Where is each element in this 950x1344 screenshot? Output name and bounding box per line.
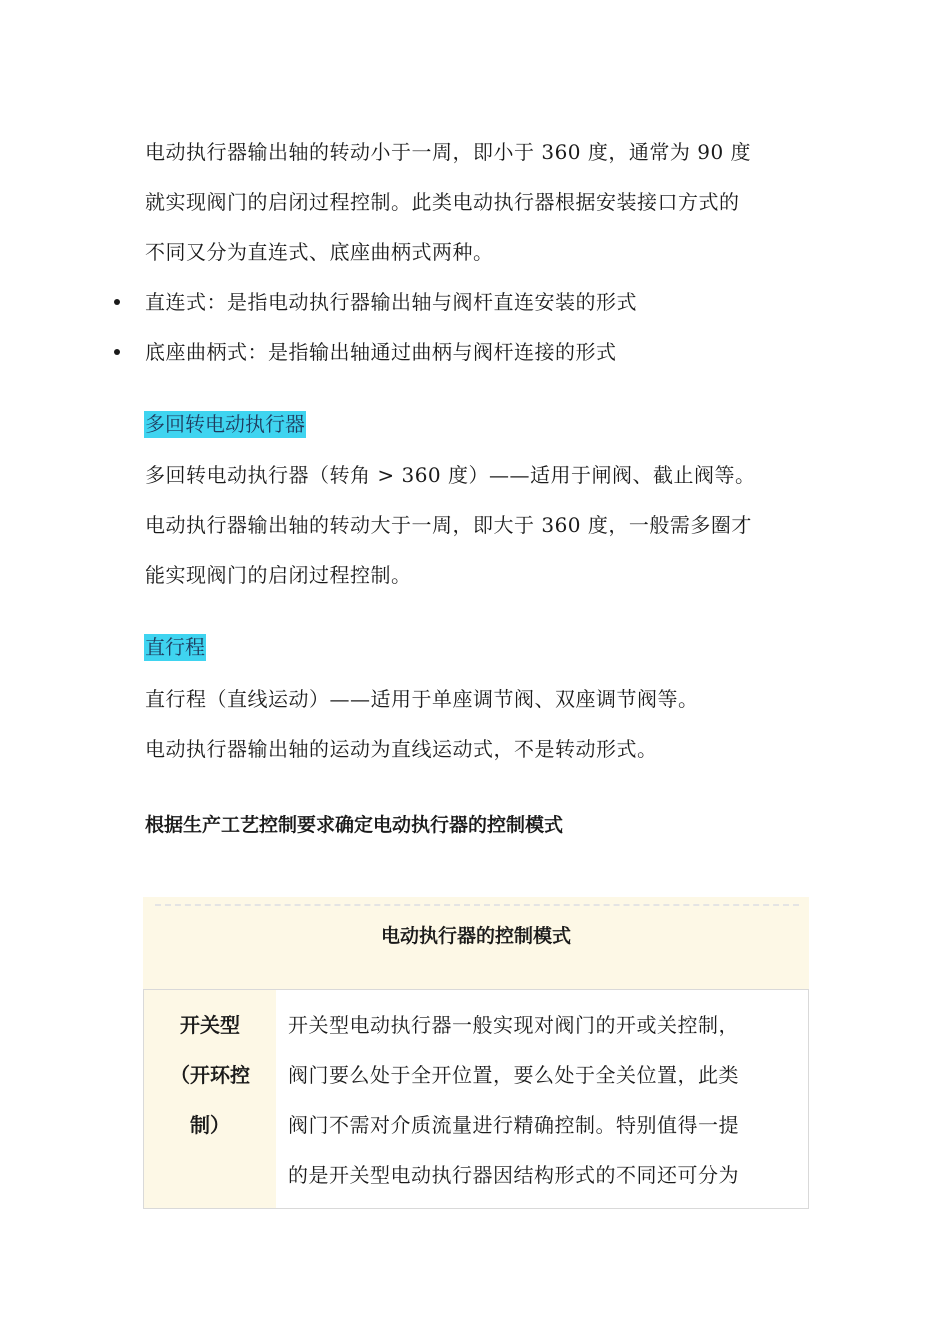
bullet-icon (114, 349, 120, 355)
control-mode-table (143, 897, 809, 1209)
table-row-body-cell (276, 989, 809, 1209)
table-title: 电动执行器的控制模式 (380, 925, 571, 947)
linear-line: 电动执行器输出轴的运动为直线运动式，不是转动形式。 (145, 737, 658, 761)
list-item (0, 327, 950, 377)
bullet-icon (114, 299, 120, 305)
table-row-label-cell (143, 989, 277, 1209)
table-header (143, 897, 809, 989)
multi-turn-line: 电动执行器输出轴的转动大于一周，即大于 360 度，一般需多圈才 (145, 513, 752, 537)
multi-turn-heading: 多回转电动执行器 (145, 412, 305, 436)
intro-line: 不同又分为直连式、底座曲柄式两种。 (145, 240, 494, 264)
row-label-line: 开关型 (180, 1013, 240, 1037)
intro-line: 就实现阀门的启闭过程控制。此类电动执行器根据安装接口方式的 (145, 190, 740, 214)
row-body-line: 的是开关型电动执行器因结构形式的不同还可分为 (288, 1163, 739, 1187)
multi-turn-line: 多回转电动执行器（转角 > 360 度）——适用于闸阀、截止阀等。 (145, 463, 756, 487)
row-label (144, 1000, 276, 1150)
row-body (288, 1000, 798, 1200)
multi-turn-line: 能实现阀门的启闭过程控制。 (145, 563, 412, 587)
dashed-divider (155, 904, 799, 906)
section-title: 根据生产工艺控制要求确定电动执行器的控制模式 (145, 814, 564, 836)
bullet-text: 直连式：是指电动执行器输出轴与阀杆直连安装的形式 (145, 290, 637, 314)
bullet-list (0, 277, 950, 377)
intro-line: 电动执行器输出轴的转动小于一周，即小于 360 度，通常为 90 度 (145, 140, 752, 164)
list-item (0, 277, 950, 327)
multi-turn-paragraph (145, 450, 810, 600)
row-body-line: 阀门要么处于全开位置，要么处于全关位置，此类 (288, 1063, 739, 1087)
intro-paragraph (145, 127, 810, 277)
linear-heading: 直行程 (145, 635, 205, 659)
row-label-line: （开环控 (170, 1063, 250, 1087)
bullet-text: 底座曲柄式：是指输出轴通过曲柄与阀杆连接的形式 (145, 340, 617, 364)
row-body-line: 阀门不需对介质流量进行精确控制。特别值得一提 (288, 1113, 739, 1137)
row-label-line: 制） (190, 1113, 230, 1137)
row-body-line: 开关型电动执行器一般实现对阀门的开或关控制， (288, 1013, 739, 1037)
linear-paragraph (145, 674, 810, 774)
linear-line: 直行程（直线运动）——适用于单座调节阀、双座调节阀等。 (145, 687, 699, 711)
